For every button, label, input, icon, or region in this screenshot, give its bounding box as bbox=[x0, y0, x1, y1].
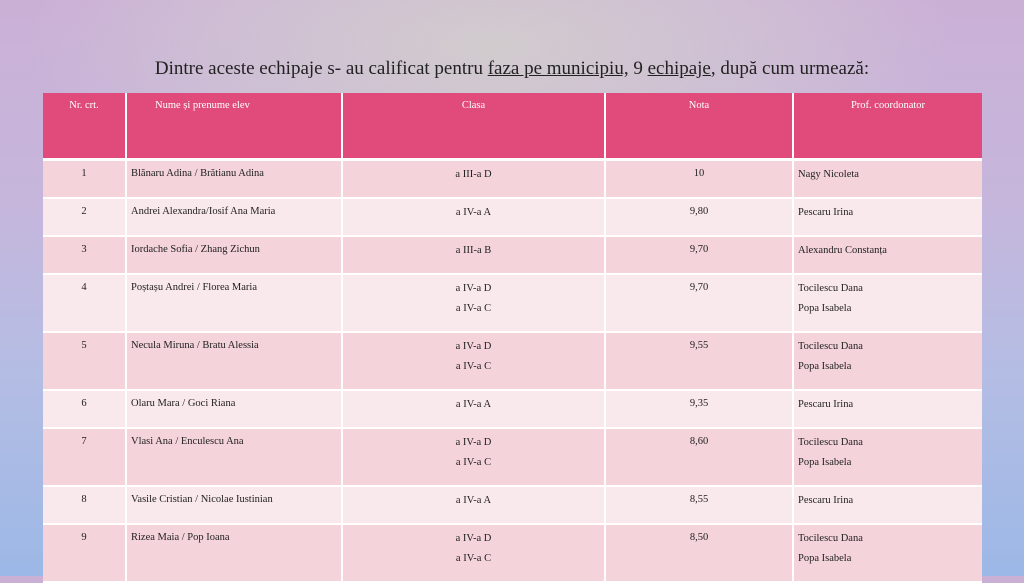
cell-name: Rizea Maia / Pop Ioana bbox=[126, 524, 342, 582]
cell-nr: 8 bbox=[43, 486, 126, 524]
table-row bbox=[43, 486, 982, 524]
cell-nr: 5 bbox=[43, 332, 126, 390]
cell-name: Vasile Cristian / Nicolae Iustinian bbox=[126, 486, 342, 524]
class-line: a III-a B bbox=[455, 245, 492, 256]
cell-name: Iordache Sofia / Zhang Zichun bbox=[126, 236, 342, 274]
table-row bbox=[43, 428, 982, 486]
table-row bbox=[43, 524, 982, 582]
prof-line: Pescaru Irina bbox=[798, 207, 854, 218]
cell-nr: 7 bbox=[43, 428, 126, 486]
class-line: a IV-a D bbox=[455, 283, 492, 294]
prof-line: Nagy Nicoleta bbox=[798, 169, 859, 180]
cell-class bbox=[342, 236, 605, 274]
cell-nr: 3 bbox=[43, 236, 126, 274]
cell-prof bbox=[793, 428, 982, 486]
cell-grade: 9,70 bbox=[605, 274, 793, 332]
cell-name: Andrei Alexandra/Iosif Ana Maria bbox=[126, 198, 342, 236]
cell-grade: 9,55 bbox=[605, 332, 793, 390]
prof-line: Popa Isabela bbox=[798, 361, 852, 372]
results-table-container bbox=[43, 93, 982, 583]
cell-class bbox=[342, 198, 605, 236]
table-body bbox=[43, 160, 982, 583]
cell-class bbox=[342, 390, 605, 428]
class-line: a IV-a D bbox=[455, 341, 492, 352]
class-line: a IV-a C bbox=[455, 361, 492, 372]
cell-class bbox=[342, 524, 605, 582]
class-line: a IV-a A bbox=[455, 207, 492, 218]
prof-line: Tocilescu Dana bbox=[798, 437, 863, 448]
cell-name: Poștașu Andrei / Florea Maria bbox=[126, 274, 342, 332]
cell-prof bbox=[793, 274, 982, 332]
table-row bbox=[43, 390, 982, 428]
cell-grade: 8,50 bbox=[605, 524, 793, 582]
title-text-2: 9 bbox=[628, 58, 648, 79]
cell-grade: 9,80 bbox=[605, 198, 793, 236]
cell-prof bbox=[793, 332, 982, 390]
prof-line: Alexandru Constanța bbox=[798, 245, 887, 256]
header-nr: Nr. crt. bbox=[43, 93, 126, 160]
cell-name: Olaru Mara / Goci Riana bbox=[126, 390, 342, 428]
cell-class bbox=[342, 428, 605, 486]
class-line: a III-a D bbox=[455, 169, 492, 180]
prof-line: Popa Isabela bbox=[798, 303, 852, 314]
table-header-row bbox=[43, 93, 982, 160]
cell-name: Necula Miruna / Bratu Alessia bbox=[126, 332, 342, 390]
prof-line: Pescaru Irina bbox=[798, 495, 854, 506]
cell-nr: 2 bbox=[43, 198, 126, 236]
results-table bbox=[43, 93, 982, 583]
cell-prof bbox=[793, 486, 982, 524]
cell-nr: 4 bbox=[43, 274, 126, 332]
cell-grade: 8,55 bbox=[605, 486, 793, 524]
class-line: a IV-a A bbox=[455, 495, 492, 506]
table-row bbox=[43, 160, 982, 199]
cell-nr: 6 bbox=[43, 390, 126, 428]
cell-nr: 1 bbox=[43, 160, 126, 199]
cell-grade: 10 bbox=[605, 160, 793, 199]
cell-grade: 9,70 bbox=[605, 236, 793, 274]
cell-nr: 9 bbox=[43, 524, 126, 582]
prof-line: Tocilescu Dana bbox=[798, 283, 863, 294]
class-line: a IV-a A bbox=[455, 399, 492, 410]
cell-grade: 8,60 bbox=[605, 428, 793, 486]
cell-class bbox=[342, 160, 605, 199]
table-row bbox=[43, 332, 982, 390]
prof-line: Pescaru Irina bbox=[798, 399, 854, 410]
header-class: Clasa bbox=[342, 93, 605, 160]
cell-prof bbox=[793, 236, 982, 274]
title-text-1: Dintre aceste echipaje s- au calificat pentru bbox=[154, 58, 488, 79]
table-row bbox=[43, 236, 982, 274]
prof-line: Popa Isabela bbox=[798, 457, 852, 468]
cell-class bbox=[342, 486, 605, 524]
class-line: a IV-a C bbox=[455, 457, 492, 468]
class-line: a IV-a C bbox=[455, 553, 492, 564]
prof-line: Popa Isabela bbox=[798, 553, 852, 564]
class-line: a IV-a D bbox=[455, 533, 492, 544]
title-highlight-teams: echipaje bbox=[647, 58, 711, 79]
header-grade: Nota bbox=[605, 93, 793, 160]
table-row bbox=[43, 198, 982, 236]
cell-prof bbox=[793, 524, 982, 582]
class-line: a IV-a D bbox=[455, 437, 492, 448]
cell-prof bbox=[793, 198, 982, 236]
cell-class bbox=[342, 274, 605, 332]
header-name: Nume și prenume elev bbox=[126, 93, 342, 160]
cell-name: Blănaru Adina / Brătianu Adina bbox=[126, 160, 342, 199]
class-line: a IV-a C bbox=[455, 303, 492, 314]
cell-name: Vlasi Ana / Enculescu Ana bbox=[126, 428, 342, 486]
header-prof: Prof. coordonator bbox=[793, 93, 982, 160]
cell-class bbox=[342, 332, 605, 390]
title-text-3: , după cum urmează: bbox=[710, 58, 870, 79]
slide-title bbox=[0, 58, 1024, 80]
cell-prof bbox=[793, 160, 982, 199]
prof-line: Tocilescu Dana bbox=[798, 341, 863, 352]
table-row bbox=[43, 274, 982, 332]
title-highlight-phase: faza pe municipiu, bbox=[487, 58, 629, 79]
cell-grade: 9,35 bbox=[605, 390, 793, 428]
prof-line: Tocilescu Dana bbox=[798, 533, 863, 544]
cell-prof bbox=[793, 390, 982, 428]
